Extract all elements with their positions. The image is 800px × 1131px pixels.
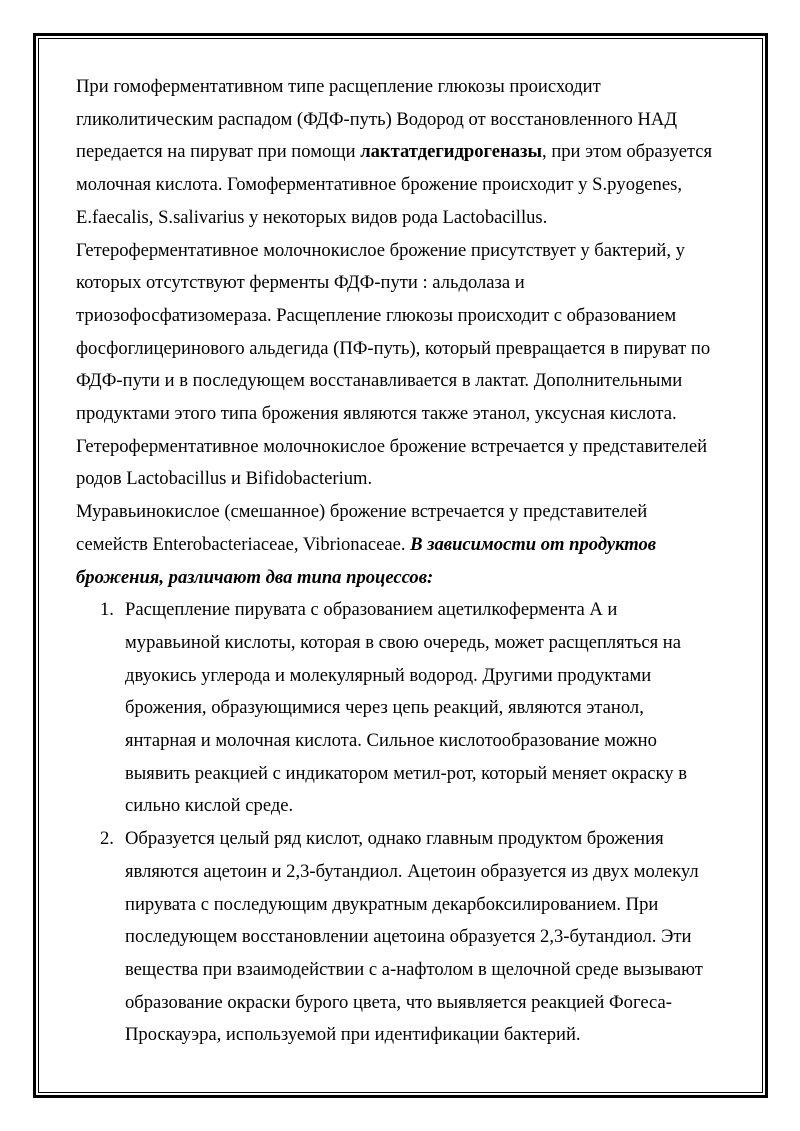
text-line: Муравьинокислое (смешанное) брожение встречается у представителей (76, 501, 648, 523)
text-line: пирувата с последующим двукратным декарбоксилированием. При (125, 893, 659, 915)
text-line: выявить реакцией с индикатором метил-рот, который меняет окраску в (125, 762, 688, 784)
paragraph-homofermentative (76, 71, 726, 235)
paragraph-formic-fermentation (76, 496, 726, 594)
text-line: вещества при взаимодействии с а-нафтолом в щелочной среде вызывают (125, 958, 703, 980)
text-line: триозофосфатизомераза. Расщепление глюкозы происходит с образованием (76, 304, 677, 326)
bold-italic-heading-line: брожения, различают два типа процессов: (76, 566, 434, 588)
paragraph-heterofermentative (76, 235, 726, 497)
text-line: Расщепление пирувата с образованием ацетилкофермента А и (125, 599, 618, 621)
list-item (76, 594, 726, 823)
list-item (76, 823, 726, 1052)
text-line: янтарная и молочная кислота. Сильное кислотообразование можно (125, 730, 657, 752)
text-line: сильно кислой среде. (125, 795, 294, 817)
document-body (76, 71, 726, 1052)
text-line: Гетероферментативное молочнокислое брожение встречается у представителей (76, 435, 708, 457)
process-types-list (76, 594, 726, 1052)
text-line: являются ацетоин и 2,3-бутандиол. Ацетоин образуется из двух молекул (125, 860, 699, 882)
text-line: родов Lactobacillus и Bifidobacterium. (76, 468, 373, 490)
text-line: Образуется целый ряд кислот, однако главным продуктом брожения (125, 828, 664, 850)
bold-italic-heading: В зависимости от продуктов (410, 533, 657, 555)
text-line (76, 136, 726, 169)
text-line: брожения, образующимися через цепь реакций, являются этанол, (125, 697, 644, 719)
text-line: продуктами этого типа брожения являются также этанол, уксусная кислота. (76, 403, 677, 425)
text-line: Гетероферментативное молочнокислое брожение присутствует у бактерий, у (76, 239, 685, 261)
text-segment: семейств Enterobacteriaceae, Vibrionaceae. (76, 533, 411, 555)
text-line: гликолитическим распадом (ФДФ-путь) Водород от восстановленного НАД (76, 108, 677, 130)
text-segment: , при этом образуется (542, 141, 713, 163)
text-line: последующем восстановлении ацетоина образуется 2,3-бутандиол. Эти (125, 926, 692, 948)
text-line: образование окраски бурого цвета, что выявляется реакцией Фогеса- (125, 991, 672, 1013)
text-line: молочная кислота. Гомоферментативное брожение происходит у S.pyogenes, (76, 174, 682, 196)
text-line (76, 529, 726, 562)
text-line: фосфоглицеринового альдегида (ПФ-путь), который превращается в пируват по (76, 337, 711, 359)
list-item-number: 1. (100, 599, 114, 621)
text-line: двуокись углерода и молекулярный водород. Другими продуктами (125, 664, 652, 686)
text-line: ФДФ-пути и в последующем восстанавливается в лактат. Дополнительными (76, 370, 683, 392)
list-item-number: 2. (100, 828, 114, 850)
text-line: При гомоферментативном типе расщепление глюкозы происходит (76, 76, 601, 97)
text-segment: передается на пируват при помощи (76, 141, 361, 163)
text-line: которых отсутствуют ферменты ФДФ-пути : альдолаза и (76, 272, 525, 294)
text-line: E.faecalis, S.salivarius у некоторых видов рода Lactobacillus. (76, 206, 548, 228)
text-line: муравьиной кислоты, которая в свою очередь, может расщепляться на (125, 631, 681, 653)
bold-term-ldh: лактатдегидрогеназы (360, 141, 543, 163)
text-line: Проскауэра, используемой при идентификации бактерий. (125, 1024, 581, 1046)
